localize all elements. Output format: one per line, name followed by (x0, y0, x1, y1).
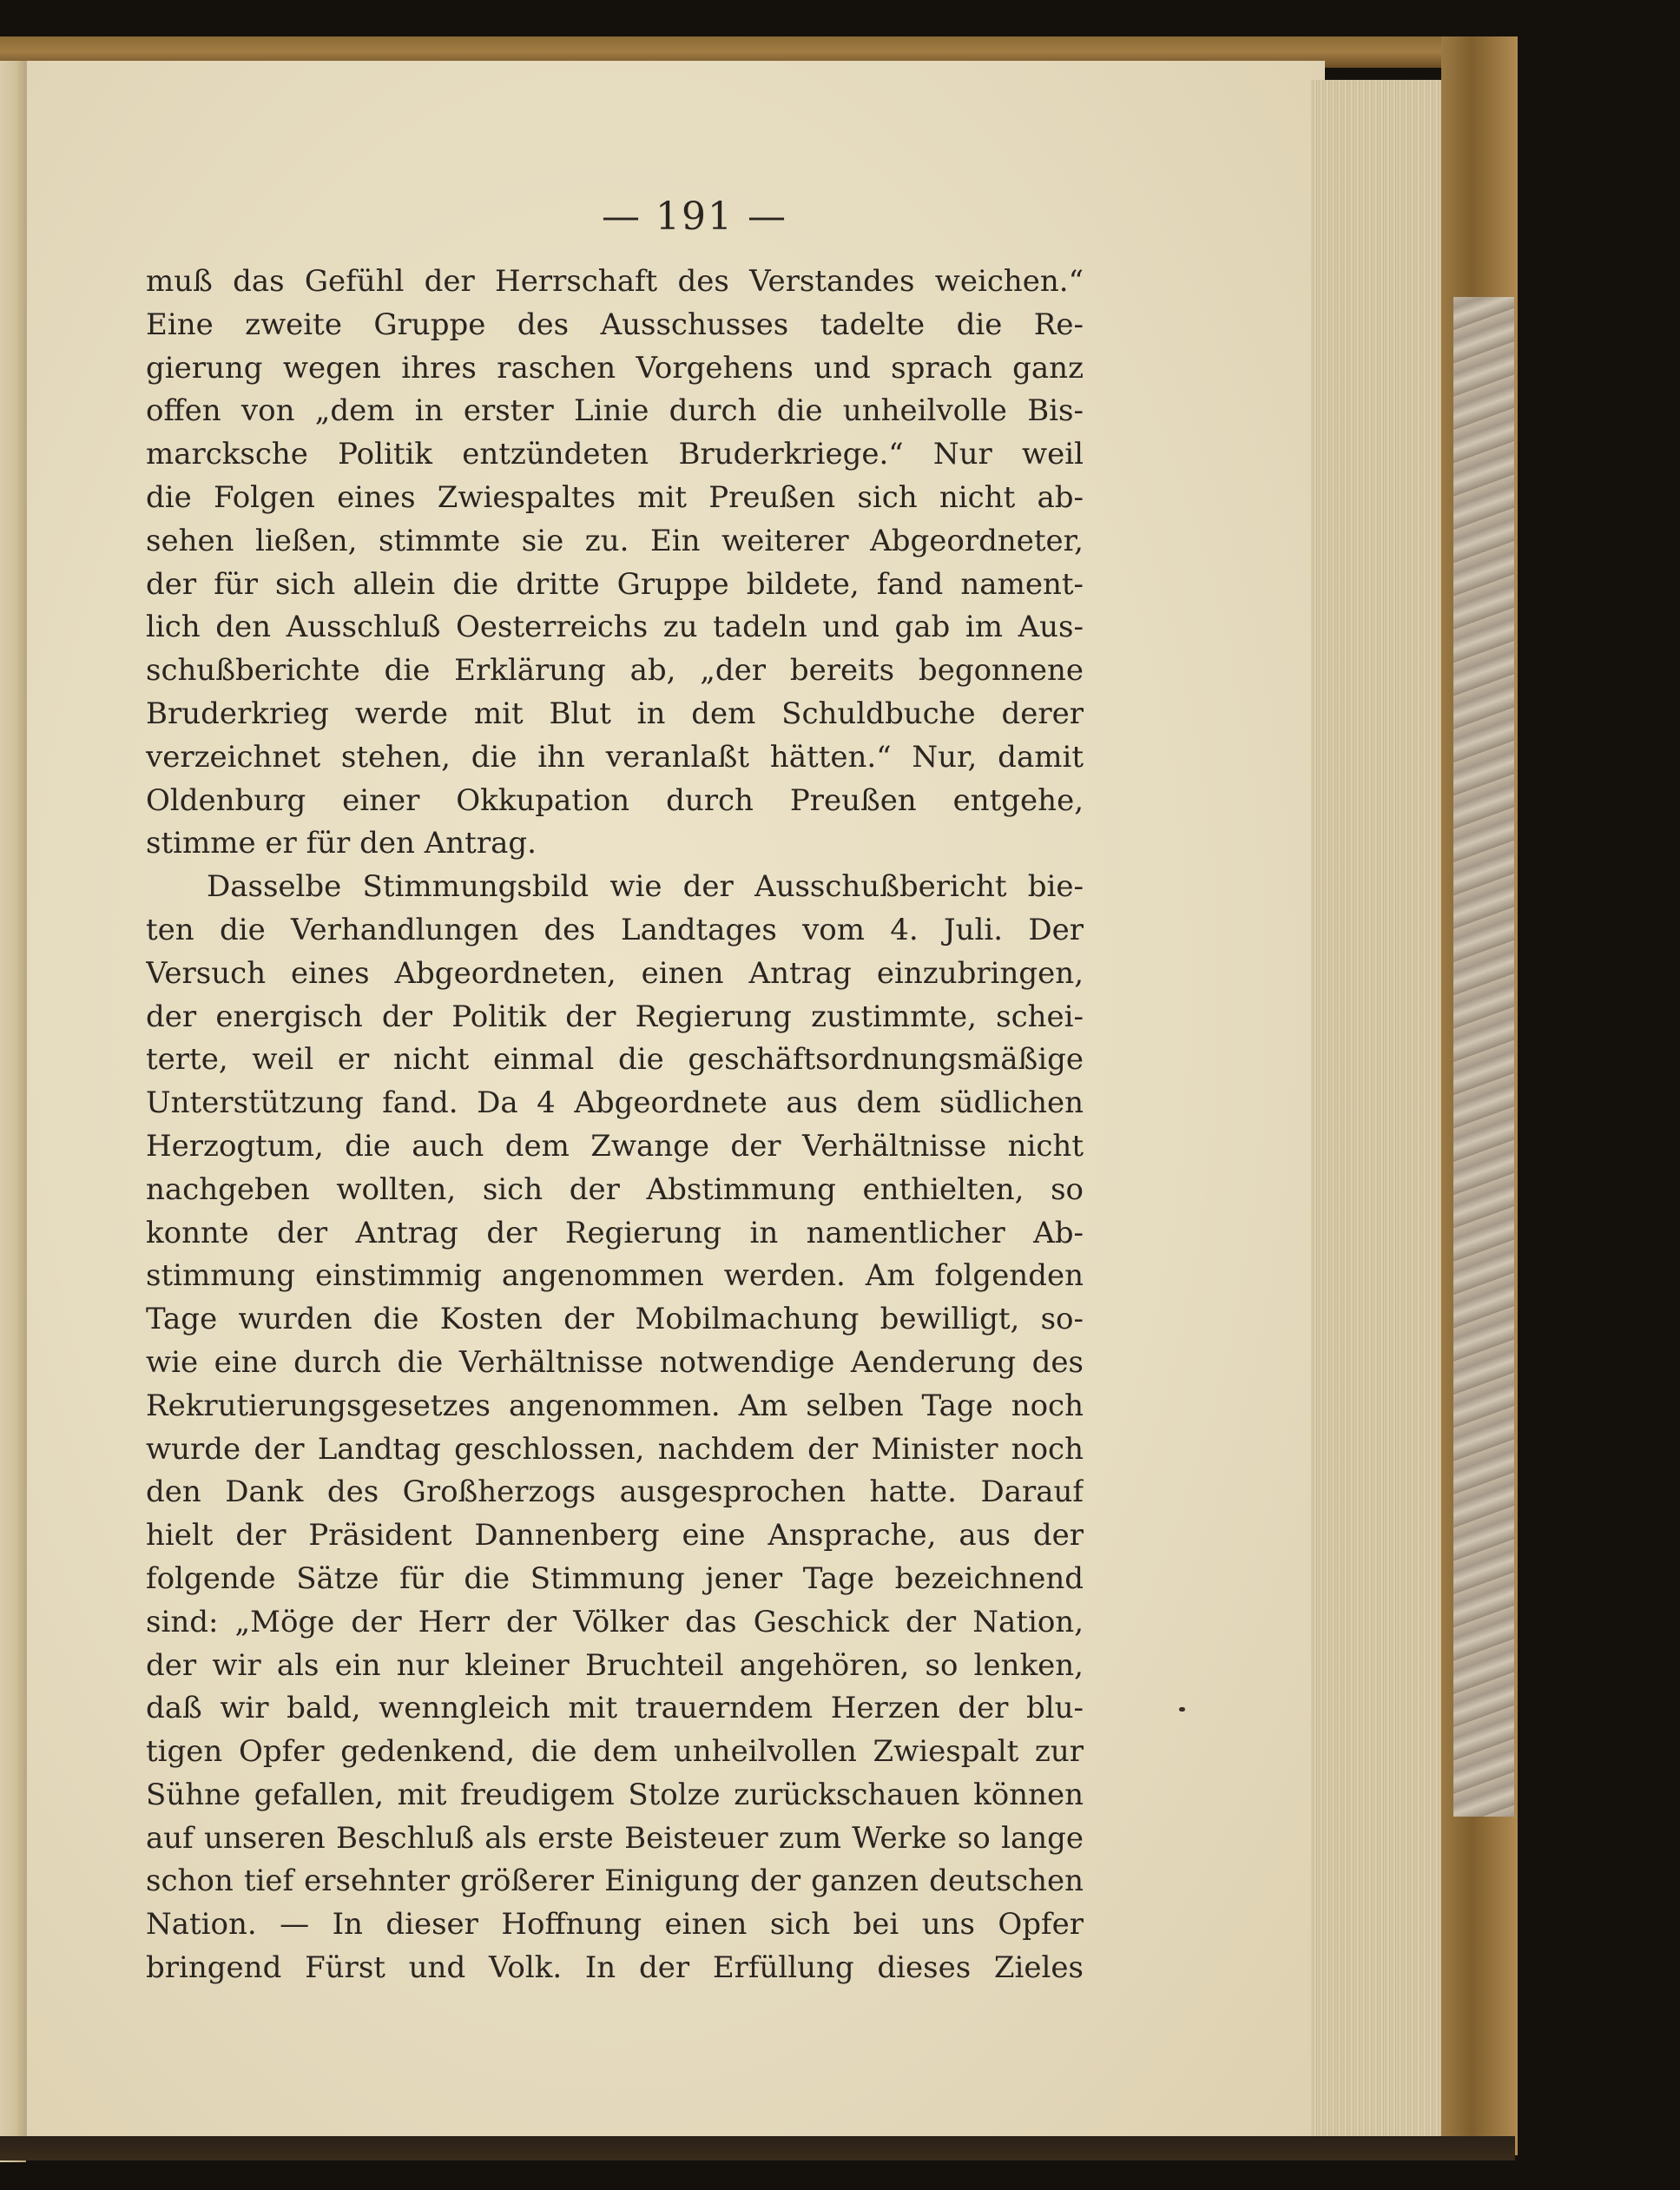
body-text (146, 261, 1084, 1990)
text-line: verzeichnet stehen, die ihn veranlaßt hätten.“ Nur, damit (146, 739, 1084, 775)
text-line: Eine zweite Gruppe des Ausschusses tadelte die Re- (146, 307, 1084, 342)
text-line: muß das Gefühl der Herrschaft des Verstandes weichen.“ (146, 264, 1084, 299)
text-line: Bruderkrieg werde mit Blut in dem Schuldbuche derer (146, 696, 1084, 731)
text-line: den Dank des Großherzogs ausgesprochen hatte. Darauf (146, 1474, 1084, 1510)
text-line: stimme er für den Antrag. (146, 826, 537, 861)
text-line: Unterstützung fand. Da 4 Abgeordnete aus dem südlichen (146, 1085, 1084, 1121)
text-line: marcksche Politik entzündeten Bruderkriege.“ Nur weil (146, 437, 1084, 472)
text-line: wie eine durch die Verhältnisse notwendige Aenderung des (146, 1344, 1084, 1380)
text-line: Tage wurden die Kosten der Mobilmachung bewilligt, so- (146, 1302, 1084, 1337)
text-line: sind: „Möge der Herr der Völker das Geschick der Nation, (146, 1604, 1084, 1639)
text-line: der wir als ein nur kleiner Bruchteil angehören, so lenken, (146, 1647, 1084, 1683)
text-line: Versuch eines Abgeordneten, einen Antrag einzubringen, (146, 955, 1084, 991)
text-line: stimmung einstimmig angenommen werden. Am folgenden (146, 1258, 1084, 1294)
text-line: der energisch der Politik der Regierung zustimmte, schei- (146, 999, 1084, 1034)
text-line: die Folgen eines Zwiespaltes mit Preußen sich nicht ab- (146, 479, 1084, 515)
text-line: Oldenburg einer Okkupation durch Preußen entgehe, (146, 782, 1084, 818)
text-line: ten die Verhandlungen des Landtages vom 4. Juli. Der (146, 912, 1084, 947)
text-line: offen von „dem in erster Linie durch die unheilvolle Bis- (146, 393, 1084, 429)
text-line: schußberichte die Erklärung ab, „der bereits begonnene (146, 653, 1084, 689)
text-line: der für sich allein die dritte Gruppe bildete, fand nament- (146, 566, 1084, 602)
paper-speck (1179, 1707, 1185, 1712)
paragraph-start-line: Dasselbe Stimmungsbild wie der Ausschußbericht bie- (207, 869, 1084, 905)
book-cover-right-edge (1441, 36, 1518, 2155)
text-line: Herzogtum, die auch dem Zwange der Verhältnisse nicht (146, 1128, 1084, 1164)
text-line: schon tief ersehnter größerer Einigung der ganzen deutschen (146, 1863, 1084, 1899)
text-line: sehen ließen, stimmte sie zu. Ein weiterer Abgeordneter, (146, 523, 1084, 558)
text-line: nachgeben wollten, sich der Abstimmung enthielten, so (146, 1171, 1084, 1207)
text-line: folgende Sätze für die Stimmung jener Tage bezeichnend (146, 1560, 1084, 1596)
text-line: auf unseren Beschluß als erste Beisteuer zum Werke so lange (146, 1820, 1084, 1856)
text-line: daß wir bald, wenngleich mit trauerndem Herzen der blu- (146, 1691, 1084, 1726)
text-line: lich den Ausschluß Oesterreichs zu tadeln und gab im Aus- (146, 610, 1084, 645)
text-line: hielt der Präsident Dannenberg eine Ansprache, aus der (146, 1518, 1084, 1553)
text-line: Sühne gefallen, mit freudigem Stolze zurückschauen können (146, 1777, 1084, 1812)
text-line: bringend Fürst und Volk. In der Erfüllung dieses Zieles (146, 1950, 1084, 1986)
facing-page-edge (0, 61, 26, 2162)
text-line: wurde der Landtag geschlossen, nachdem der Minister noch (146, 1431, 1084, 1467)
book-cover-bottom-edge (0, 2136, 1515, 2160)
text-line: Rekrutierungsgesetzes angenommen. Am selben Tage noch (146, 1388, 1084, 1423)
text-line: konnte der Antrag der Regierung in namentlicher Ab- (146, 1215, 1084, 1250)
text-line: tigen Opfer gedenkend, die dem unheilvollen Zwiespalt zur (146, 1734, 1084, 1770)
text-line: Nation. — In dieser Hoffnung einen sich bei uns Opfer (146, 1907, 1084, 1943)
text-line: terte, weil er nicht einmal die geschäftsordnungsmäßige (146, 1042, 1084, 1078)
marbled-cover-paper (1453, 297, 1514, 1817)
page-stack-edge (1311, 80, 1443, 2140)
text-line: gierung wegen ihres raschen Vorgehens und sprach ganz (146, 350, 1084, 386)
page-number: — 191 — (602, 195, 787, 239)
